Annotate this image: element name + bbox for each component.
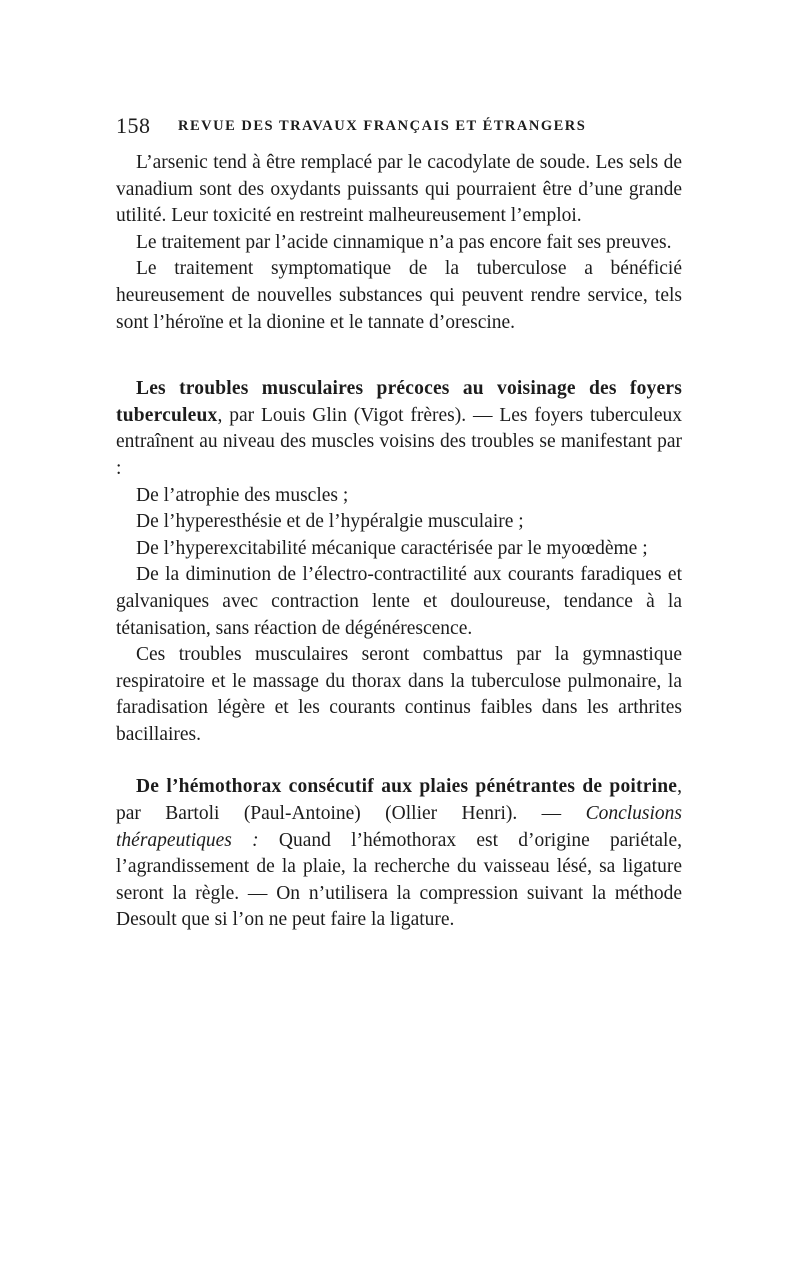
paragraph-symptomatic-treatment: Le traitement symptomatique de la tuberculose a bénéficié heureusement de nouvelles substances qui peuvent rendre service, tels sont l’héroïne et la dionine et le tannate d’orescine. [116,258,682,333]
list-item-atrophy: De l’atrophie des muscles ; [136,484,349,506]
conclusions-label: Conclusions thérapeutiques : [116,803,682,851]
review-title-hemothorax: De l’hémothorax consécutif aux plaies pénétrantes de poitrine [136,776,678,798]
paragraph-cinnamic-acid: Le traitement par l’acide cinnamique n’a pas encore fait ses preuves. [136,231,672,253]
paragraph-treatment-conclusion: Ces troubles musculaires seront combattus par la gymnastique respiratoire et le massage du thorax dans la tuberculose pulmonaire, la faradisation légère et les courants continus faibles dans les arthrites bacillaires. [116,644,682,745]
list-item-electro-contractility: De la diminution de l’électro-contractilité aux courants faradiques et galvaniques avec contraction lente et douloureuse, tendance à la tétanisation, sans réaction de dégénérescence. [116,564,682,639]
review-authors-hemothorax: , par Bartoli (Paul-Antoine) (Ollier Henri). — [116,776,682,825]
list-item-hyperexcitability: De l’hyperexcitabilité mécanique caractérisée par le myoœdème ; [136,537,648,559]
review-text-hemothorax: Quand l’hémothorax est d’origine pariétale, l’agrandissement de la plaie, la recherche du vaisseau lésé, sa ligature seront la règle. — On n’utilisera la compression suivant la méthode Desoult que si l’on ne peut faire la ligature. [116,829,683,931]
list-item-hyperesthesia: De l’hyperesthésie et de l’hypéralgie musculaire ; [136,511,524,533]
review-hemothorax [116,774,682,934]
body-text [116,150,682,934]
running-head: REVUE DES TRAVAUX FRANÇAIS ET ÉTRANGERS [178,118,587,134]
page-number: 158 [116,113,151,138]
page-header [116,113,682,143]
review-muscular-troubles [116,376,682,482]
review-intro-muscular-troubles: , par Louis Glin (Vigot frères). — Les foyers tuberculeux entraînent au niveau des muscles voisins des troubles se manifestant par : [116,404,682,479]
review-title-muscular-troubles: Les troubles musculaires précoces au voisinage des foyers tuberculeux [116,378,682,426]
paragraph-arsenic: L’arsenic tend à être remplacé par le cacodylate de soude. Les sels de vanadium sont des oxydants puissants qui pourraient être d’une grande utilité. Leur toxicité en restreint malheureusement l’emploi. [116,152,682,227]
